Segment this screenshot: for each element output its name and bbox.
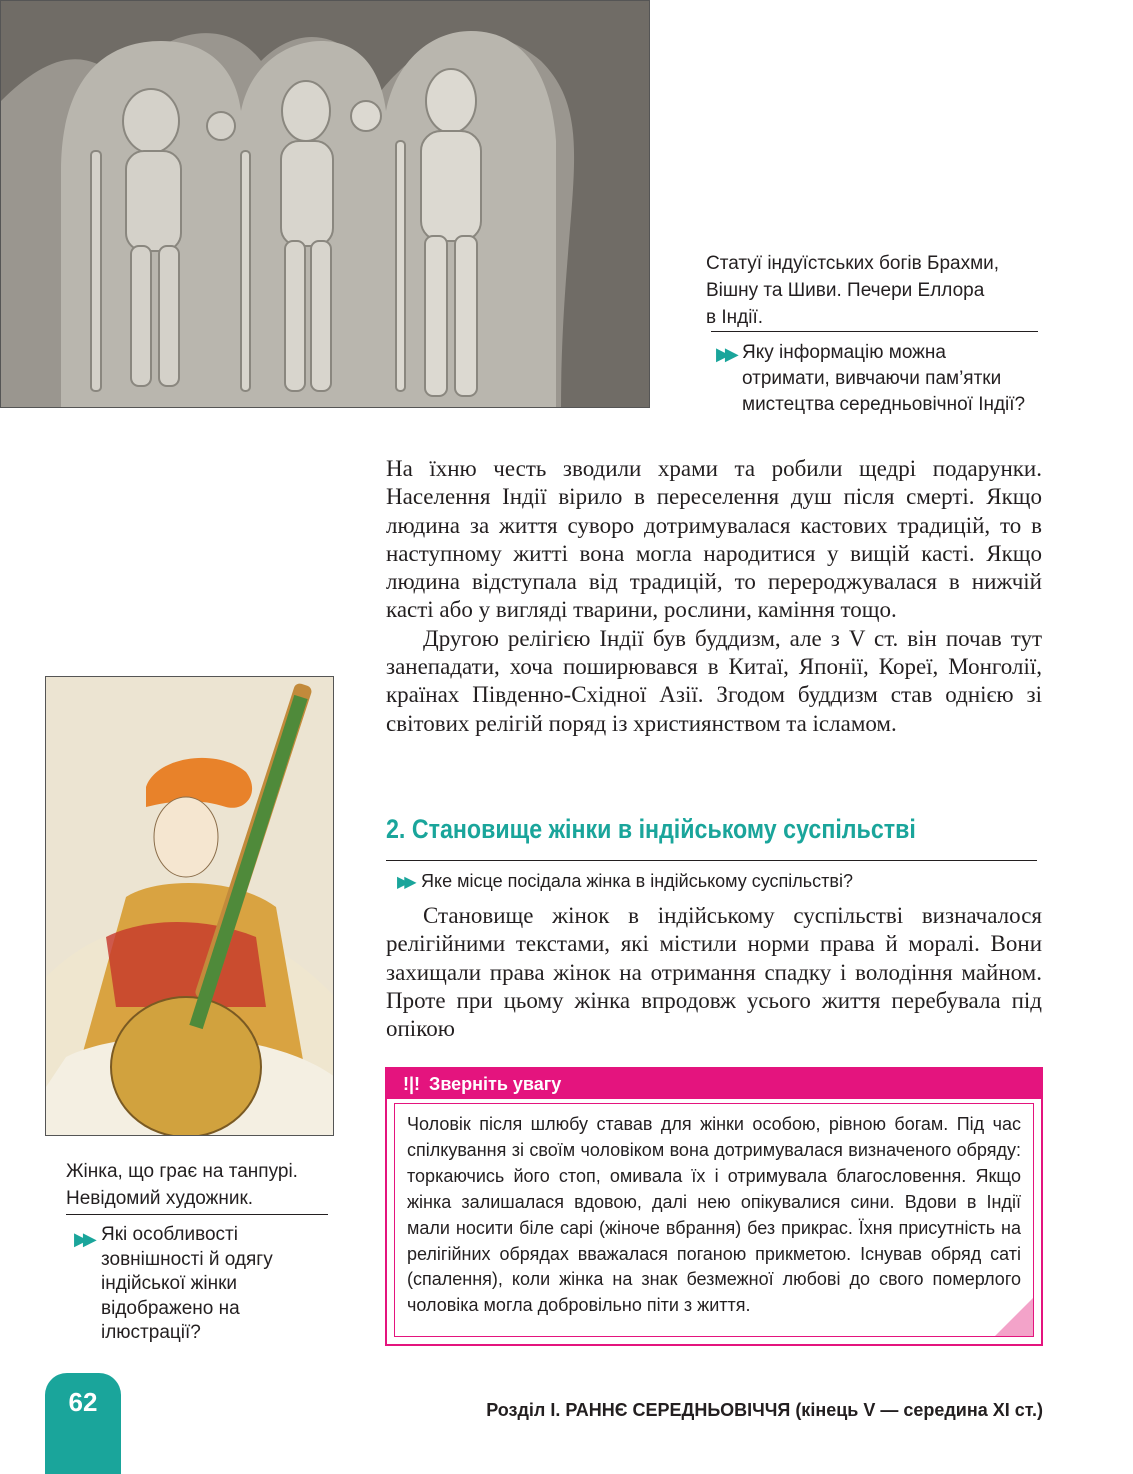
body-text-lower <box>386 902 1042 1043</box>
page-corner-icon <box>995 1298 1033 1336</box>
photo-question-line: мистецтва середньовічної Індії? <box>742 394 1026 415</box>
footer-section-title: Розділ І. РАННЄ СЕРЕДНЬОВІЧЧЯ (кінець V — середина XI ст.) <box>486 1400 1043 1420</box>
attention-title: Зверніть увагу <box>429 1074 562 1094</box>
photo-question <box>742 340 1052 418</box>
photo-caption-line: в Індії. <box>706 307 764 328</box>
page-number: 62 <box>45 1373 121 1474</box>
painting-caption <box>66 1158 336 1212</box>
paragraph: Становище жінок в індійському суспільстві визначалося релігійними текстами, які містили норми права й моралі. Вони захищали права жінок на отримання спадку і володіння майном. Проте при цьому жінка впродовж усього життя перебувала під опікою <box>386 903 1042 1042</box>
body-text-upper <box>386 455 1042 738</box>
photo-caption-line: Вішну та Шиви. Печери Еллора <box>706 280 985 301</box>
painting-question-line: Які особливості <box>101 1224 238 1245</box>
attention-header <box>387 1069 1041 1099</box>
double-arrow-icon: ▶▶ <box>397 874 412 891</box>
attention-icon: !|! <box>403 1074 421 1094</box>
woman-tanpura-painting <box>45 676 334 1136</box>
painting-question-line: відображено на <box>101 1297 240 1319</box>
paragraph: На їхню честь зводили храми та робили щедрі подарунки. Населення Індії вірило в переселення душ після смерті. Якщо людина за життя суворо дотримувалася кастових традицій, то в наступному житті вона могла народитися у вищій касті. Якщо людина відступала від традицій, то перероджувалася в нижчій касті або у вигляді тварини, рослини, каміння тощо. <box>386 456 1042 623</box>
photo-caption-line: Статуї індуїстських богів Брахми, <box>706 253 1000 274</box>
painting-question-line: зовнішності й одягу <box>101 1248 273 1270</box>
photo-caption <box>706 250 1046 331</box>
attention-box <box>385 1067 1043 1346</box>
double-arrow-icon: ▶▶ <box>716 344 734 364</box>
double-arrow-icon: ▶▶ <box>74 1229 92 1249</box>
photo-question-line: отримати, вивчаючи пам’ятки <box>742 368 1002 389</box>
photo-question-line: Яку інформацію можна <box>742 342 946 363</box>
caption-divider <box>66 1214 328 1215</box>
attention-paragraph: Чоловік після шлюбу ставав для жінки особою, рівною богам. Під час спілкування зі своїм чоловіком вона дотримувалася визначеного обряду: торкаючись його стоп, омивала їх і отримувала благословення. Якщо жінка залишалася вдовою, далі нею опікувалися сини. Вдови в Індії мали носити біле сарі (жіноче вбрання) без прикрас. Їхня присутність на релігійних обрядах вважалася поганою прикметою. Існував обряд саті (спалення), коли жінка на знак безмежної любові до свого померлого чоловіка могла добровільно піти з життя. <box>407 1114 1021 1316</box>
section-question: Яке місце посідала жінка в індійському суспільстві? <box>421 871 853 891</box>
painting-caption-line: Невідомий художник. <box>66 1188 254 1209</box>
painting-question-line: ілюстрації? <box>101 1322 201 1343</box>
painting-caption-line: Жінка, що грає на танпурі. <box>66 1161 298 1182</box>
section-heading: 2. Становище жінки в індійському суспільстві <box>386 814 916 844</box>
painting-question <box>101 1223 321 1346</box>
paragraph: Другою релігією Індії був буддизм, але з V ст. він почав тут занепадати, хоча поширювався в Китаї, Японії, Кореї, Монголії, країнах Південно-Східної Азії. Згодом буддизм став однією зі світових релігій поряд із християнством та ісламом. <box>386 625 1042 736</box>
caption-divider <box>711 331 1038 332</box>
heading-divider <box>386 860 1037 861</box>
attention-text <box>394 1103 1034 1337</box>
statues-photo <box>0 0 650 408</box>
painting-question-line: індійської жінки <box>101 1273 238 1294</box>
